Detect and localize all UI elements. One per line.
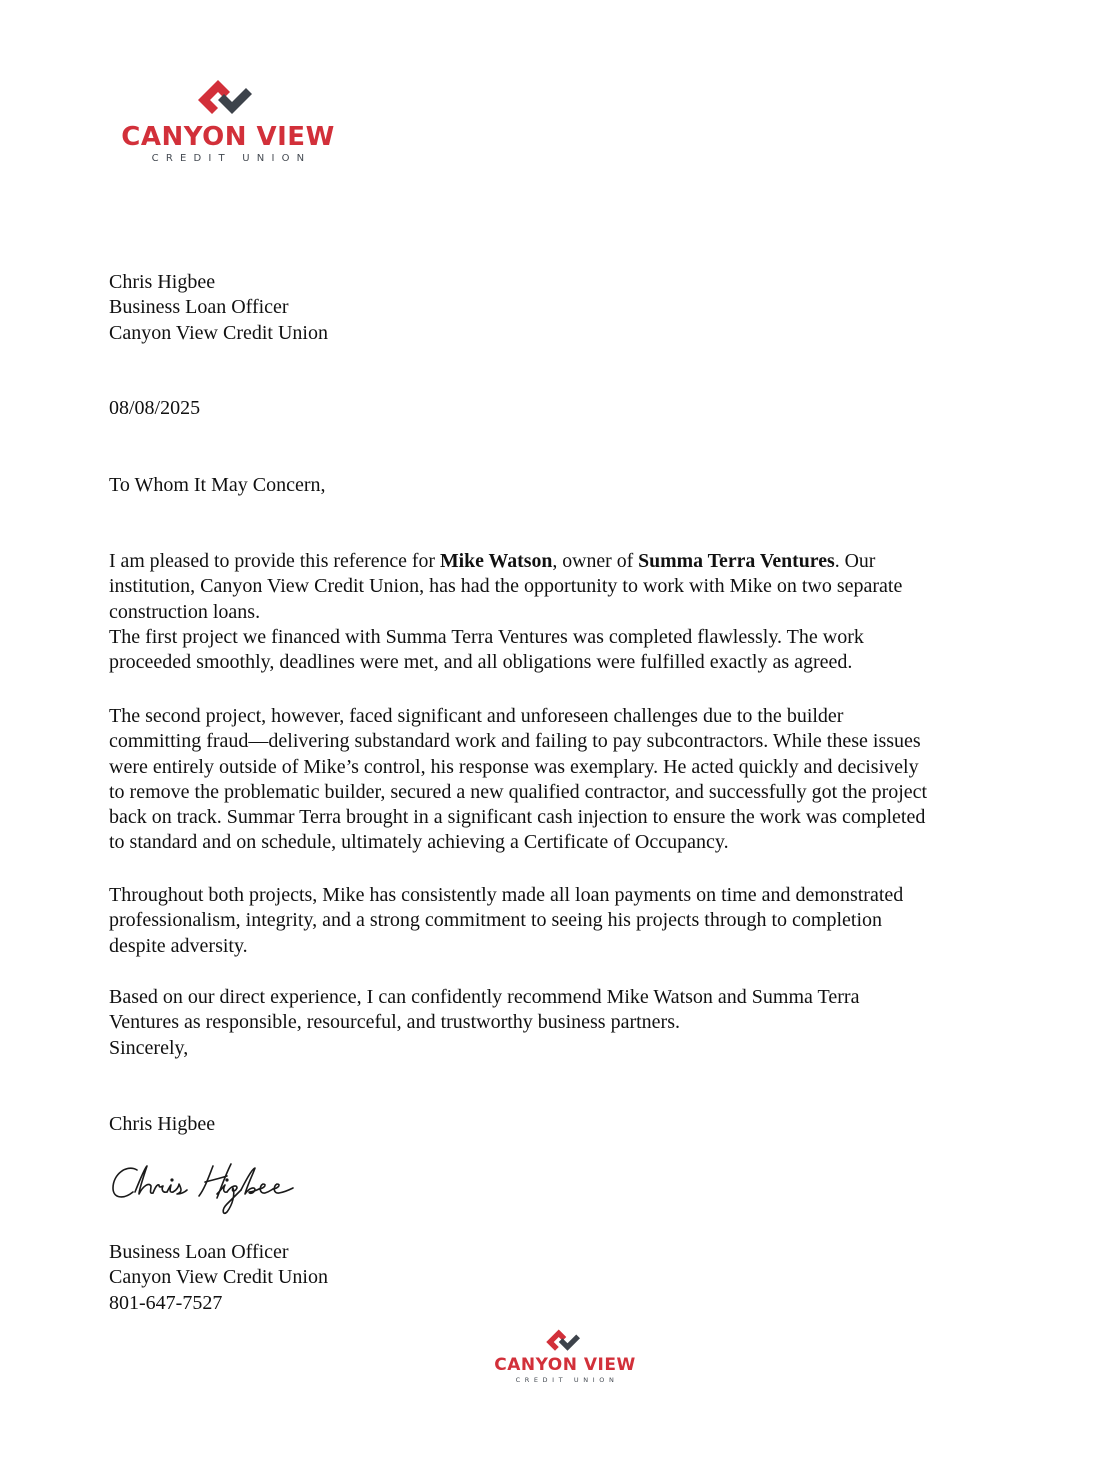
canyon-view-logo-icon (196, 78, 260, 122)
salutation: To Whom It May Concern, (109, 474, 326, 496)
letter-date-block (109, 396, 200, 421)
text-run: . Our (834, 550, 876, 572)
paragraph-1-line-4: The first project we financed with Summa Terra Ventures was completed flawlessly. The work (109, 625, 864, 648)
sender-block (109, 270, 328, 346)
paragraph-1 (109, 549, 902, 675)
footer-logo (494, 1328, 636, 1384)
paragraph-3 (109, 883, 903, 959)
logo-subtitle: CREDIT UNION (151, 153, 312, 164)
paragraph-2 (109, 704, 927, 856)
text-run: I am pleased to provide this reference for (109, 550, 440, 572)
salutation-block (109, 473, 326, 498)
closing-title: Business Loan Officer (109, 1241, 289, 1263)
name-mike-watson: Mike Watson (439, 550, 553, 572)
paragraph-1-line-5: proceeded smoothly, deadlines were met, and all obligations were fulfilled exactly as agreed. (109, 651, 853, 674)
sender-name: Chris Higbee (109, 271, 216, 293)
logo-name: CANYON VIEW (121, 122, 335, 152)
closing-sincerely: Sincerely, (109, 1036, 189, 1059)
paragraph-2-line-3: were entirely outside of Mike’s control, his response was exemplary. He acted quickly and decisively (109, 755, 919, 778)
closing-phone: 801-647-7527 (109, 1291, 223, 1314)
closing-organization: Canyon View Credit Union (109, 1266, 328, 1289)
paragraph-1-line-2: institution, Canyon View Credit Union, has had the opportunity to work with Mike on two separate (109, 575, 903, 598)
signature-image-icon (109, 1160, 339, 1220)
paragraph-4 (109, 985, 859, 1061)
canyon-view-logo-icon (545, 1328, 585, 1356)
paragraph-3-line-2: professionalism, integrity, and a strong commitment to seeing his projects through to completion (109, 909, 883, 932)
handwritten-signature (109, 1160, 339, 1225)
paragraph-1-line-1 (109, 549, 902, 574)
logo-subtitle: CREDIT UNION (515, 1376, 619, 1384)
letterhead-logo (116, 78, 340, 164)
closing-printed-name: Chris Higbee (109, 1113, 216, 1135)
text-run: , owner of (552, 550, 639, 572)
sender-title: Business Loan Officer (109, 296, 289, 319)
closing-printed-name-block (109, 1112, 215, 1137)
closing-details-block (109, 1240, 328, 1316)
paragraph-2-line-4: to remove the problematic builder, secured a new qualified contractor, and successfully got the project (109, 780, 928, 803)
paragraph-3-line-1: Throughout both projects, Mike has consistently made all loan payments on time and demonstrated (109, 884, 904, 906)
letter-date: 08/08/2025 (109, 397, 201, 419)
paragraph-4-line-2: Ventures as responsible, resourceful, and trustworthy business partners. (109, 1011, 680, 1034)
paragraph-2-line-2: committing fraud—delivering substandard work and failing to pay subcontractors. While these issues (109, 730, 921, 753)
logo-name: CANYON VIEW (494, 1355, 636, 1375)
paragraph-4-line-1: Based on our direct experience, I can confidently recommend Mike Watson and Summa Terra (109, 986, 860, 1008)
paragraph-2-line-1: The second project, however, faced significant and unforeseen challenges due to the builder (109, 705, 844, 727)
paragraph-2-line-6: to standard and on schedule, ultimately achieving a Certificate of Occupancy. (109, 831, 729, 854)
paragraph-1-line-3: construction loans. (109, 600, 261, 623)
name-summa-terra-ventures: Summa Terra Ventures (638, 550, 835, 572)
sender-organization: Canyon View Credit Union (109, 321, 328, 344)
paragraph-2-line-5: back on track. Summar Terra brought in a significant cash injection to ensure the work was completed (109, 806, 926, 829)
paragraph-3-line-3: despite adversity. (109, 934, 248, 957)
